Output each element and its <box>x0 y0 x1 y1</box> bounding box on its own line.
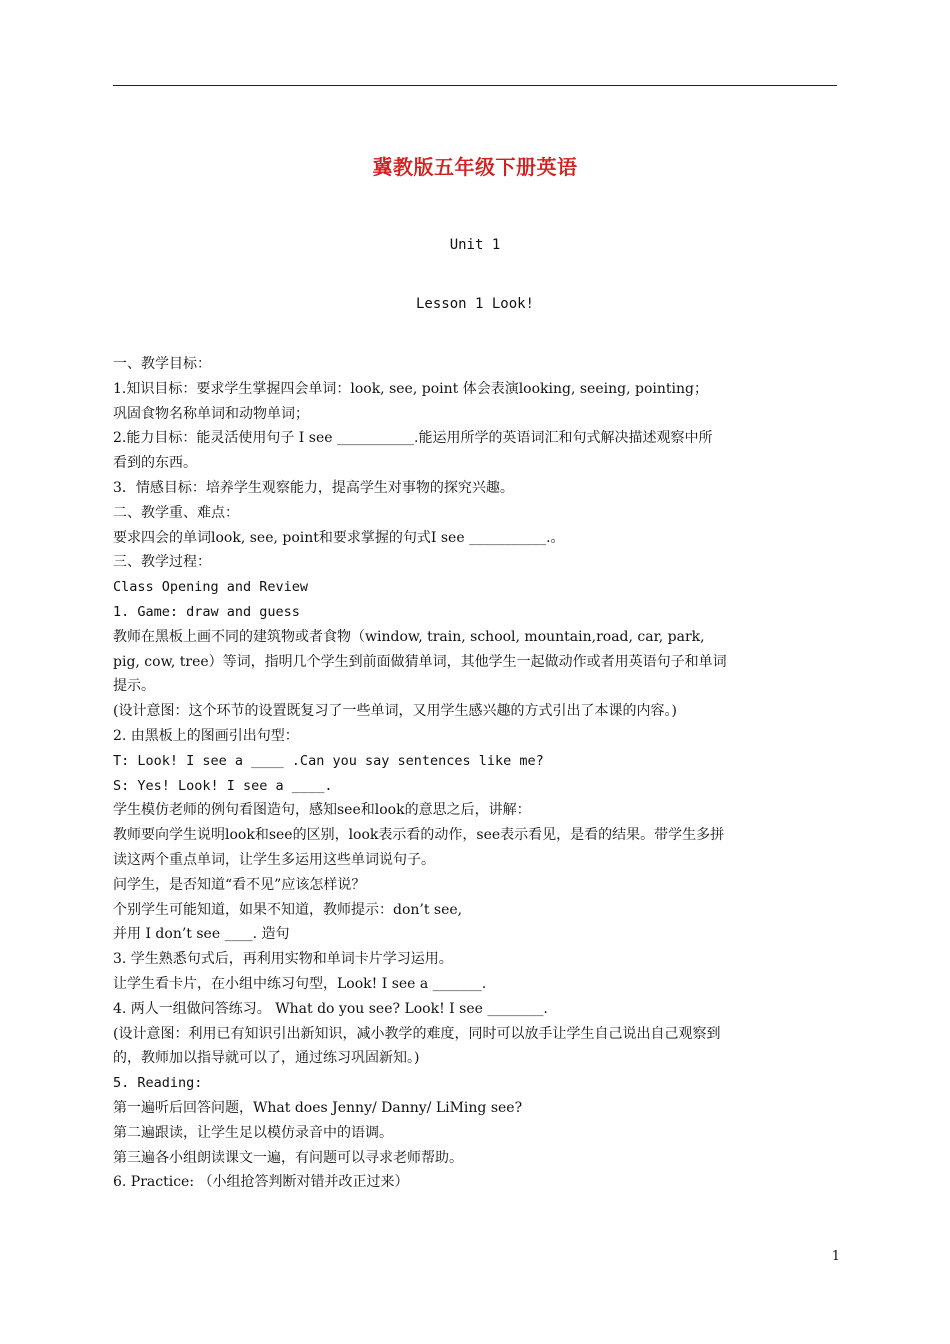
document-title: 冀教版五年级下册英语 <box>372 155 578 179</box>
body-line: 读这两个重点单词，让学生多运用这些单词说句子。 <box>113 851 435 868</box>
body-line: 个别学生可能知道，如果不知道，教师提示：don’t see, <box>113 901 463 918</box>
body-line: 教师要向学生说明look和see的区别，look表示看的动作，see表示看见，是看的结果。带学生多拼 <box>113 827 725 844</box>
body-line: 第二遍跟读，让学生足以模仿录音中的语调。 <box>113 1124 393 1141</box>
body-line: 巩固食物名称单词和动物单词； <box>113 405 309 422</box>
body-line: 第一遍听后回答问题，What does Jenny/ Danny/ LiMing see? <box>113 1099 523 1116</box>
section-heading: 二、教学重、难点： <box>113 504 239 521</box>
body-line: 问学生，是否知道“看不见”应该怎样说？ <box>113 876 366 893</box>
body-line: (设计意图：这个环节的设置既复习了一些单词，又用学生感兴趣的方式引出了本课的内容。) <box>113 703 677 720</box>
body-line: 的，教师加以指导就可以了，通过练习巩固新知。) <box>113 1050 420 1067</box>
body-line: 第三遍各小组朗读课文一遍，有问题可以寻求老师帮助。 <box>113 1149 463 1166</box>
body-line: 1.知识目标：要求学生掌握四会单词：look, see, point 体会表演looking, seeing, pointing； <box>113 380 708 397</box>
body-line: Class Opening and Review <box>113 579 309 596</box>
body-line: 2. 由黑板上的图画引出句型： <box>113 727 299 744</box>
body-line: 学生模仿老师的例句看图造句，感知see和look的意思之后，讲解： <box>113 802 531 819</box>
body-line: (设计意图：利用已有知识引出新知识，减小教学的难度，同时可以放手让学生自己说出自己观察到 <box>113 1025 721 1042</box>
body-line: 教师在黑板上画不同的建筑物或者食物（window, train, school, mountain,road, car, park, <box>113 628 705 645</box>
body-line: 要求四会的单词look, see, point和要求掌握的句式I see ___________.。 <box>113 529 565 546</box>
body-line: 提示。 <box>113 678 155 695</box>
body-line: 2.能力目标：能灵活使用句子 I see ___________.能运用所学的英语词汇和句式解决描述观察中所 <box>113 430 713 447</box>
body-line: 看到的东西。 <box>113 455 197 472</box>
lesson-heading: Lesson 1 Look! <box>415 296 534 312</box>
body-line: 1. Game: draw and guess <box>113 603 300 620</box>
document-body <box>113 352 837 1195</box>
body-line: 并用 I don’t see ____. 造句 <box>113 926 290 943</box>
body-line: T: Look! I see a ____ .Can you say sentences like me? <box>113 752 544 769</box>
section-heading: 一、教学目标： <box>113 356 211 372</box>
body-line: 3．情感目标：培养学生观察能力，提高学生对事物的探究兴趣。 <box>113 479 514 496</box>
header-rule <box>113 85 837 86</box>
body-line: pig, cow, tree）等词，指明几个学生到前面做猜单词，其他学生一起做动作或者用英语句子和单词 <box>113 653 727 670</box>
unit-heading: Unit 1 <box>449 237 501 253</box>
body-line: 5. Reading: <box>113 1075 203 1092</box>
body-line: 让学生看卡片，在小组中练习句型，Look! I see a _______. <box>113 975 487 992</box>
body-line: 3. 学生熟悉句式后，再利用实物和单词卡片学习运用。 <box>113 951 453 968</box>
body-line: S: Yes! Look! I see a ____. <box>113 777 333 794</box>
body-line: 4. 两人一组做问答练习。 What do you see? Look! I see ________. <box>113 1000 548 1017</box>
page-number: 1 <box>831 1249 840 1264</box>
body-line: 6. Practice: （小组抢答判断对错并改正过来） <box>113 1174 409 1191</box>
section-heading: 三、教学过程： <box>113 554 211 571</box>
